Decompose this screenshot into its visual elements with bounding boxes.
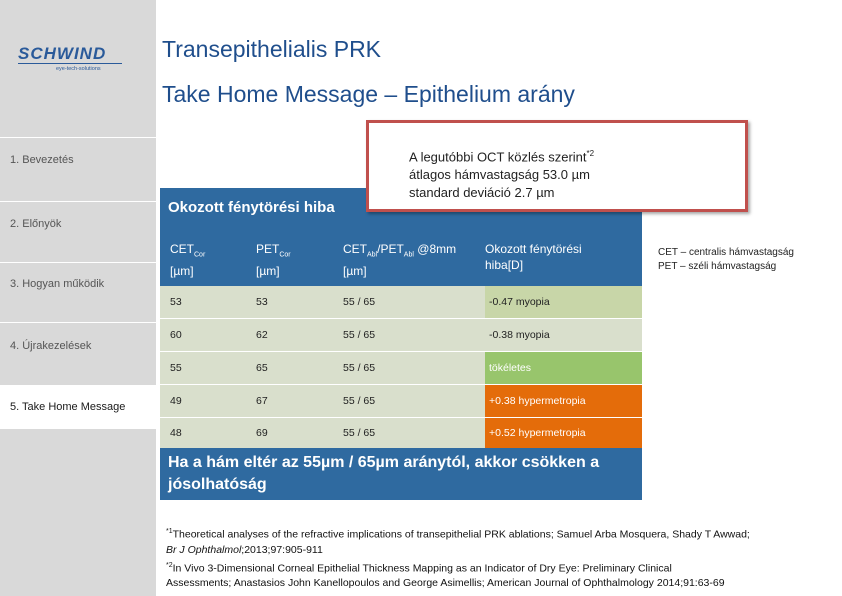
cell-ratio: 55 / 65 [343, 296, 376, 308]
table-row [160, 286, 642, 318]
cell-pet: 69 [256, 427, 268, 439]
cell-error: -0.47 myopia [489, 296, 550, 308]
sidebar-item-bevezetes[interactable]: 1. Bevezetés [10, 154, 74, 166]
sidebar-item-elonyok[interactable]: 2. Előnyök [10, 218, 62, 230]
logo-word: SCHWIND [18, 44, 107, 63]
nav-divider [0, 322, 156, 323]
logo-underline [18, 63, 122, 64]
table-title: Okozott fénytörési hiba [168, 199, 335, 216]
col-header-cet: $CET_{Cor}$ [µm] [170, 242, 206, 279]
cell-pet: 53 [256, 296, 268, 308]
sidebar [0, 0, 156, 596]
schwind-logo [12, 44, 127, 78]
sidebar-item-take-home-message[interactable]: 5. Take Home Message [10, 401, 126, 413]
cell-cet: 55 [170, 362, 182, 374]
nav-divider [0, 262, 156, 263]
take-home-message-text: Ha a hám eltér az 55µm / 65µm aránytól, akkor csökken a jósolhatóság [168, 454, 600, 493]
cell-ratio: 55 / 65 [343, 329, 376, 341]
abbreviation-legend [658, 246, 794, 274]
slide-subtitle: Take Home Message – Epithelium arány [162, 81, 575, 107]
table-row [160, 385, 642, 417]
cell-ratio: 55 / 65 [343, 427, 376, 439]
cell-cet: 49 [170, 395, 182, 407]
table-row [160, 352, 642, 384]
sidebar-item-hogyan-mukodik[interactable]: 3. Hogyan működik [10, 278, 105, 290]
col-header-ratio: $CET_{Abl}/PET_{Abl}$ @8mm [µm] [343, 242, 457, 279]
nav-divider [0, 137, 156, 138]
oct-callout-box [366, 120, 748, 212]
col-header-refractive-error: Okozott fénytörési hiba[D] [485, 242, 582, 272]
cell-pet: 62 [256, 329, 268, 341]
table-row [160, 319, 642, 351]
logo-tagline: eye-tech-solutions [56, 66, 101, 72]
cell-pet: 65 [256, 362, 268, 374]
cell-error: tökéletes [489, 362, 532, 374]
cell-error: +0.38 hypermetropia [489, 395, 586, 407]
table-header-row [160, 230, 642, 286]
footnote-2-line2: Assessments; Anastasios John Kanellopoulos and George Asimellis; American Journal of Ophthalmology 2014;91:63-69 [166, 577, 725, 589]
slide-title: Transepithelialis PRK [162, 36, 382, 62]
footnotes [166, 524, 836, 591]
nav-divider [0, 201, 156, 202]
cell-cet: 60 [170, 329, 182, 341]
footnote-1: $^{*1}$Theoretical analyses of the refractive implications of transepithelial PRK ablations; Samuel Arba Mosquera, Shady T Awwad; [166, 528, 750, 541]
oct-callout-text: A legutóbbi OCT közlés szerint$^{*2}$ átlagos hámvastagság 53.0 µm standard deviáció 2.7 µm [409, 149, 595, 201]
legend-cet: CET – centralis hámvastagság [658, 247, 794, 258]
cell-error: +0.52 hypermetropia [489, 427, 586, 439]
footnote-1-ref: Br J Ophthalmol;2013;97:905-911 [166, 543, 323, 556]
legend-pet: PET – széli hámvastagság [658, 261, 777, 272]
cell-cet: 53 [170, 296, 182, 308]
cell-cet: 48 [170, 427, 182, 439]
footnote-2: $^{*2}$In Vivo 3-Dimensional Corneal Epithelial Thickness Mapping as an Indicator of Dry Eye: Preliminary Clinical [166, 561, 672, 574]
take-home-message-box [160, 448, 642, 500]
cell-pet: 67 [256, 395, 268, 407]
col-header-pet: $PET_{Cor}$ [µm] [256, 242, 291, 279]
table-row [160, 418, 642, 448]
cell-ratio: 55 / 65 [343, 395, 376, 407]
sidebar-item-ujrakezelesek[interactable]: 4. Újrakezelések [10, 340, 92, 352]
cell-error: -0.38 myopia [489, 329, 550, 341]
cell-ratio: 55 / 65 [343, 362, 376, 374]
